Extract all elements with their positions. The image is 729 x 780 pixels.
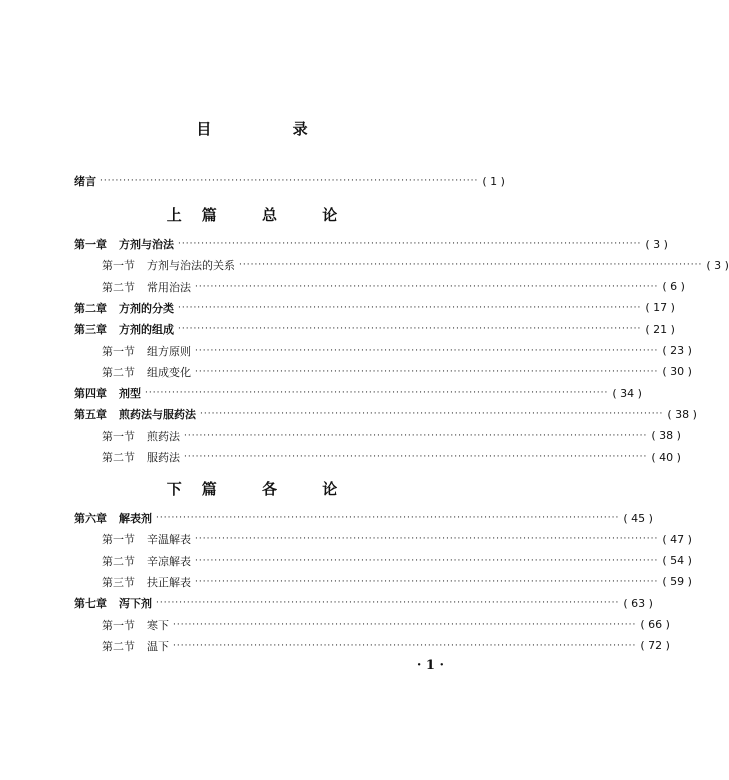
toc-entry-label xyxy=(102,617,169,633)
toc-entry-page: ( 3 ) xyxy=(706,258,729,272)
toc-leader-dots: ························································································································ xyxy=(173,619,637,630)
toc-entry-page: ( 6 ) xyxy=(662,280,685,294)
toc-entry-page: ( 30 ) xyxy=(662,365,692,379)
toc-section-entry[interactable] xyxy=(0,572,692,592)
chapter-number: 第三章 xyxy=(74,323,107,337)
section-number: 第一节 xyxy=(102,344,135,358)
toc-entry-page: ( 34 ) xyxy=(612,386,642,400)
toc-title: 目 录 xyxy=(196,120,346,138)
toc-entry-label xyxy=(102,428,180,444)
toc-leader-dots: ························································································································ xyxy=(195,345,659,356)
part2-heading: 下篇 各 论 xyxy=(166,480,358,498)
section-number: 第二节 xyxy=(102,639,135,653)
section-number: 第二节 xyxy=(102,280,135,294)
toc-entry-label xyxy=(102,531,191,547)
section-number: 第二节 xyxy=(102,365,135,379)
toc-leader-dots: ························································································································ xyxy=(156,513,620,523)
toc-chapter-entry[interactable] xyxy=(0,234,668,254)
toc-entry-label xyxy=(102,279,191,295)
toc-entry-page: ( 3 ) xyxy=(645,237,668,251)
toc-section-entry[interactable] xyxy=(0,615,670,635)
entry-title: 常用治法 xyxy=(147,280,191,294)
entry-title: 温下 xyxy=(147,639,169,653)
section-number: 第二节 xyxy=(102,554,135,568)
toc-entry-page: ( 17 ) xyxy=(645,301,675,315)
entry-title: 方剂的分类 xyxy=(119,301,174,315)
toc-entry-page: ( 21 ) xyxy=(645,322,675,336)
toc-entry-label xyxy=(74,321,174,337)
entry-title: 方剂的组成 xyxy=(119,323,174,337)
toc-entry-label xyxy=(74,300,174,316)
toc-leader-dots: ························································································································ xyxy=(200,409,664,420)
toc-entry-page: ( 23 ) xyxy=(662,344,692,357)
toc-entry-page: ( 66 ) xyxy=(640,618,670,631)
toc-section-entry[interactable] xyxy=(0,636,670,656)
toc-entry-page: ( 45 ) xyxy=(623,511,653,525)
section-number: 第一节 xyxy=(102,533,135,547)
entry-title: 煎药法 xyxy=(147,429,180,443)
toc-section-entry[interactable] xyxy=(0,277,685,297)
entry-title: 组成变化 xyxy=(147,365,191,379)
toc-entry-label xyxy=(102,638,169,654)
toc-leader-dots: ························································································································ xyxy=(178,324,642,335)
toc-leader-dots: ························································································································ xyxy=(178,239,642,249)
toc-entry-page: ( 1 ) xyxy=(482,174,505,188)
toc-entry-label xyxy=(74,406,196,422)
toc-chapter-entry[interactable] xyxy=(0,593,653,613)
toc-chapter-entry[interactable] xyxy=(0,319,675,339)
toc-entry-label xyxy=(74,595,152,611)
toc-section-entry[interactable] xyxy=(0,529,692,549)
page-number: · 1 · xyxy=(416,658,444,673)
toc-chapter-entry[interactable] xyxy=(0,508,653,528)
toc-leader-dots: ························································································································ xyxy=(156,598,620,609)
entry-title: 泻下剂 xyxy=(119,597,152,611)
toc-entry-page: ( 63 ) xyxy=(623,596,653,610)
section-number: 第一节 xyxy=(102,429,135,443)
toc-entry-page: ( 47 ) xyxy=(662,532,692,546)
toc-entry-label xyxy=(102,257,235,273)
toc-section-entry[interactable] xyxy=(0,255,729,275)
toc-entry-label xyxy=(74,236,174,252)
section-number: 第三节 xyxy=(102,575,135,589)
toc-section-entry[interactable] xyxy=(0,341,692,361)
entry-title: 剂型 xyxy=(119,387,141,401)
entry-title: 方剂与治法的关系 xyxy=(147,259,235,273)
toc-entry-page: ( 54 ) xyxy=(662,554,692,568)
entry-title: 组方原则 xyxy=(147,344,191,358)
chapter-number: 第七章 xyxy=(74,597,107,611)
entry-title: 扶正解表 xyxy=(147,575,191,589)
section-number: 第二节 xyxy=(102,451,135,464)
toc-leader-dots: ························································································································ xyxy=(195,576,659,587)
toc-leader-dots: ························································································································ xyxy=(239,260,703,271)
toc-entry-label xyxy=(102,574,191,590)
chapter-number: 第一章 xyxy=(74,238,107,251)
section-number: 第一节 xyxy=(102,618,135,632)
part1-heading: 上篇 总 论 xyxy=(166,206,358,224)
toc-leader-dots: ························································································································ xyxy=(178,302,642,313)
toc-leader-dots: ························································································································ xyxy=(195,555,659,566)
toc-leader-dots: ························································································································ xyxy=(195,281,659,292)
toc-leader-dots: ························································································································ xyxy=(195,534,659,545)
toc-entry-label xyxy=(102,449,180,465)
toc-section-entry[interactable] xyxy=(0,362,692,382)
chapter-number: 第四章 xyxy=(74,387,107,401)
toc-leader-dots: ························································································································ xyxy=(184,430,648,441)
entry-title: 方剂与治法 xyxy=(119,238,174,251)
toc-entry-page: ( 38 ) xyxy=(651,429,681,443)
toc-entry-label xyxy=(102,364,191,380)
entry-title: 辛温解表 xyxy=(147,533,191,547)
toc-chapter-entry[interactable] xyxy=(0,404,697,424)
toc-entry-intro[interactable] xyxy=(0,171,504,191)
toc-leader-dots: ························································································································ xyxy=(145,388,609,399)
entry-title: 寒下 xyxy=(147,618,169,632)
toc-entry-label xyxy=(74,510,152,526)
section-number: 第一节 xyxy=(102,259,135,273)
toc-leader-dots: ························································································································ xyxy=(195,366,659,377)
toc-chapter-entry[interactable] xyxy=(0,383,642,403)
toc-section-entry[interactable] xyxy=(0,551,692,571)
toc-entry-page: ( 40 ) xyxy=(651,450,681,464)
toc-entry-page: ( 38 ) xyxy=(667,407,697,421)
entry-title: 辛凉解表 xyxy=(147,554,191,568)
chapter-number: 第六章 xyxy=(74,512,107,525)
toc-leader-dots: ························································································································ xyxy=(184,452,648,462)
toc-entry-label xyxy=(74,385,141,401)
toc-section-entry[interactable] xyxy=(0,447,681,467)
toc-chapter-entry[interactable] xyxy=(0,298,675,318)
toc-leader-dots: ························································································································ xyxy=(173,640,637,651)
entry-title: 煎药法与服药法 xyxy=(119,408,196,422)
entry-title: 服药法 xyxy=(147,451,180,464)
toc-section-entry[interactable] xyxy=(0,426,681,446)
chapter-number: 第二章 xyxy=(74,301,107,315)
toc-entry-label xyxy=(102,343,191,359)
toc-entry-page: ( 72 ) xyxy=(640,639,670,653)
toc-entry-label xyxy=(102,553,191,569)
toc-entry-label: 绪言 xyxy=(74,175,96,188)
chapter-number: 第五章 xyxy=(74,408,107,422)
entry-title: 解表剂 xyxy=(119,512,152,525)
toc-leader-dots: ·································································································· xyxy=(100,176,479,186)
toc-entry-page: ( 59 ) xyxy=(662,575,692,589)
